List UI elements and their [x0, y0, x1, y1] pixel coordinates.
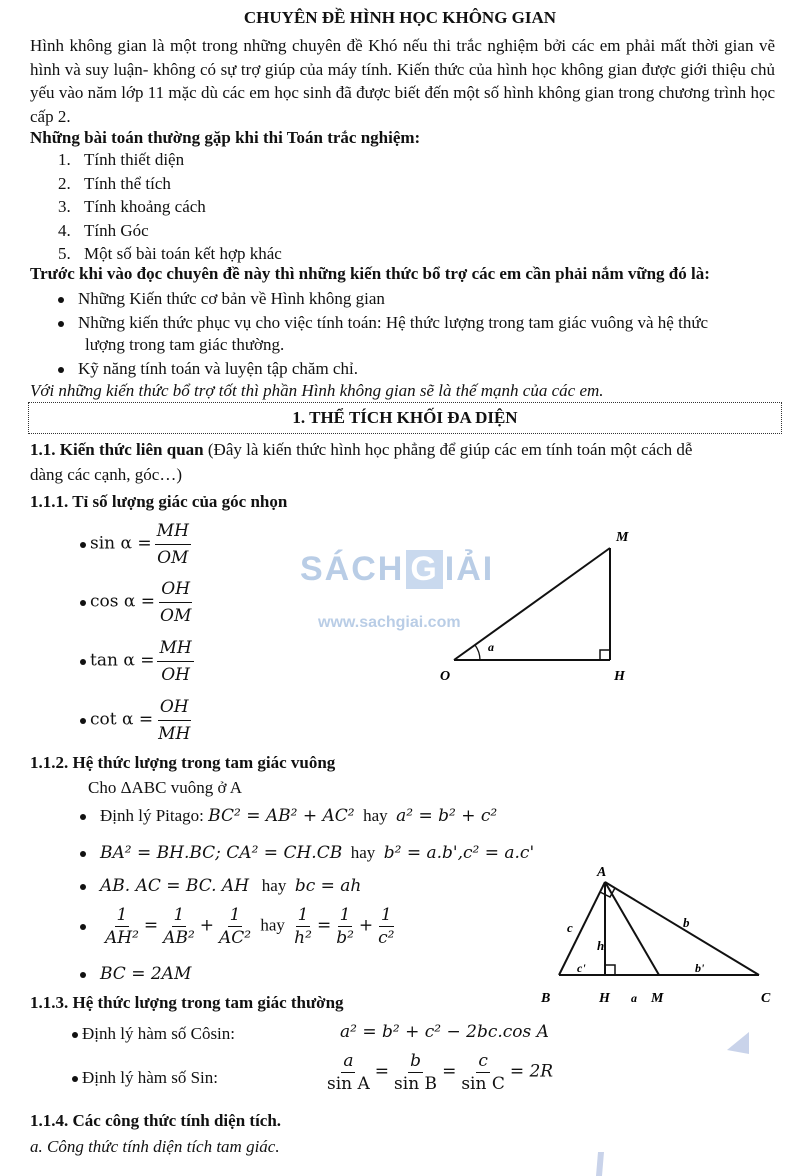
trig-cot-formula: cot α = $\frac{OH}{MH}$ [80, 694, 195, 747]
common-problems-heading: Những bài toán thường gặp khi thi Toán trắc nghiệm: [30, 128, 421, 147]
section-1-1-line: 1.1. Kiến thức liên quan (Đây là kiến thức hình học phẳng để giúp các em tính toán một cách dễ [30, 440, 693, 459]
label-alpha: a [488, 640, 494, 654]
watermark-bar-icon [588, 1150, 612, 1176]
list-item: 5. Một số bài toán kết hợp khác [58, 244, 282, 263]
watermark-url: www.sachgiai.com [318, 614, 461, 631]
bullet-icon [80, 659, 86, 665]
list-item-continuation: lượng trong tam giác thường. [85, 335, 285, 354]
trig-sin-formula: sin α = $\frac{MH}{OM}$ [80, 518, 194, 571]
projection-line: BA² = BH.BC; CA² = CH.CB hay b² = a.b',c² = a.c' [80, 843, 534, 863]
bullet-icon [80, 972, 86, 978]
triangle-given-text: Cho ΔABC vuông ở A [88, 778, 243, 797]
page-title: CHUYÊN ĐỀ HÌNH HỌC KHÔNG GIAN [243, 8, 557, 27]
right-triangle-ohm-figure [430, 525, 650, 685]
subsection-1-1-4-title: 1.1.4. Các công thức tính diện tích. [30, 1111, 282, 1130]
label-m-vertex: M [651, 991, 664, 1006]
bullet-icon [80, 814, 86, 820]
list-item: Kỹ năng tính toán và luyện tập chăm chỉ. [58, 359, 358, 379]
label-c-prime: c' [577, 961, 586, 975]
bullet-icon [80, 600, 86, 606]
list-item: Những kiến thức phục vụ cho việc tính toán: Hệ thức lượng trong tam giác vuông và hệ thức [58, 313, 708, 333]
median-line: BC = 2AM [80, 964, 191, 984]
label-h-vertex: H [599, 991, 610, 1006]
common-problems-list [58, 148, 282, 266]
subsection-1-1-1-title: 1.1.1. Tỉ số lượng giác của góc nhọn [30, 492, 288, 511]
section-heading-box: 1. THỂ TÍCH KHỐI ĐA DIỆN [28, 402, 782, 434]
subsection-1-1-2-title: 1.1.2. Hệ thức lượng trong tam giác vuông [30, 753, 336, 772]
bullet-icon [58, 297, 64, 303]
watermark-logo: SÁCH G IẢI [300, 550, 495, 588]
trig-tan-formula: tan α = $\frac{MH}{OH}$ [80, 635, 197, 688]
bullet-icon [72, 1032, 78, 1038]
label-o: O [440, 669, 451, 684]
label-b-prime: b' [695, 961, 705, 975]
label-b-vertex: B [541, 991, 551, 1006]
bullet-icon [80, 884, 86, 890]
cosine-law-line: Định lý hàm số Côsin: [72, 1024, 235, 1044]
label-a-side: a [631, 991, 637, 1005]
bullet-icon [72, 1076, 78, 1082]
cosine-law-formula: a² = b² + c² − 2bc.cos A [340, 1022, 549, 1042]
section-1-1-line2: dàng các cạnh, góc…) [30, 465, 182, 484]
label-a-vertex: A [597, 865, 607, 880]
label-m: M [616, 530, 629, 545]
list-item: Những Kiến thức cơ bản về Hình không gian [58, 289, 385, 309]
bullet-icon [58, 367, 64, 373]
sine-law-line: Định lý hàm số Sin: [72, 1068, 218, 1088]
watermark-triangle-icon [725, 1030, 751, 1056]
prereq-heading: Trước khi vào đọc chuyên đề này thì những kiến thức bổ trợ các em cần phải nắm vững đó là: [30, 264, 710, 283]
label-h: H [614, 669, 625, 684]
bullet-icon [80, 924, 86, 930]
subsection-a-title: a. Công thức tính diện tích tam giác. [30, 1137, 280, 1156]
sine-law-formula: $\frac{a}{\text{sin A}}$ = $\frac{b}{\text{sin B}}$ = $\frac{c}{\text{sin C}}$ = 2R [327, 1051, 554, 1094]
bullet-icon [80, 718, 86, 724]
right-triangle-abc-figure [535, 862, 785, 1012]
bullet-icon [80, 542, 86, 548]
bullet-icon [58, 321, 64, 327]
label-h-side: h [597, 938, 605, 953]
trig-cos-formula: cos α = $\frac{OH}{OM}$ [80, 576, 196, 629]
list-item: 3. Tính khoảng cách [58, 197, 206, 216]
italic-note: Với những kiến thức bổ trợ tốt thì phần Hình không gian sẽ là thế mạnh của các em. [30, 381, 604, 400]
list-item: 4. Tính Góc [58, 220, 149, 240]
subsection-1-1-3-title: 1.1.3. Hệ thức lượng trong tam giác thường [30, 993, 344, 1012]
reciprocal-altitude-line: $\frac{1}{\text{AH²}}$ = $\frac{1}{\text{AB²}}$ + $\frac{1}{\text{AC²}}$ hay $\frac{1}{\text{h²}}$ = $\frac{1}{\text{b²}}$ + $\frac{1}{\text{c²}}$ [80, 904, 399, 949]
altitude-product-line: AB. AC = BC. AH hay bc = ah [80, 876, 361, 896]
list-item: 2. Tính thể tích [58, 173, 171, 193]
label-c-side: c [567, 920, 573, 935]
pitago-line: Định lý Pitago: BC² = AB² + AC² hay a² = b² + c² [80, 806, 497, 826]
intro-paragraph: Hình không gian là một trong những chuyên đề Khó nếu thi trắc nghiệm bởi các em phải mất thời gian vẽ hình và suy luận- không có sự trợ giúp của máy tính. Kiến thức của hình học không gian được giới thiệu chủ yếu vào năm lớp 11 mặc dù các em học sinh đã được biết đến một số hình không gian trong chương trình học cấp 2. [30, 36, 775, 126]
label-c-vertex: C [761, 991, 771, 1006]
list-item: 1. Tính thiết diện [58, 150, 185, 169]
bullet-icon [80, 851, 86, 857]
label-b-side: b [683, 915, 690, 930]
